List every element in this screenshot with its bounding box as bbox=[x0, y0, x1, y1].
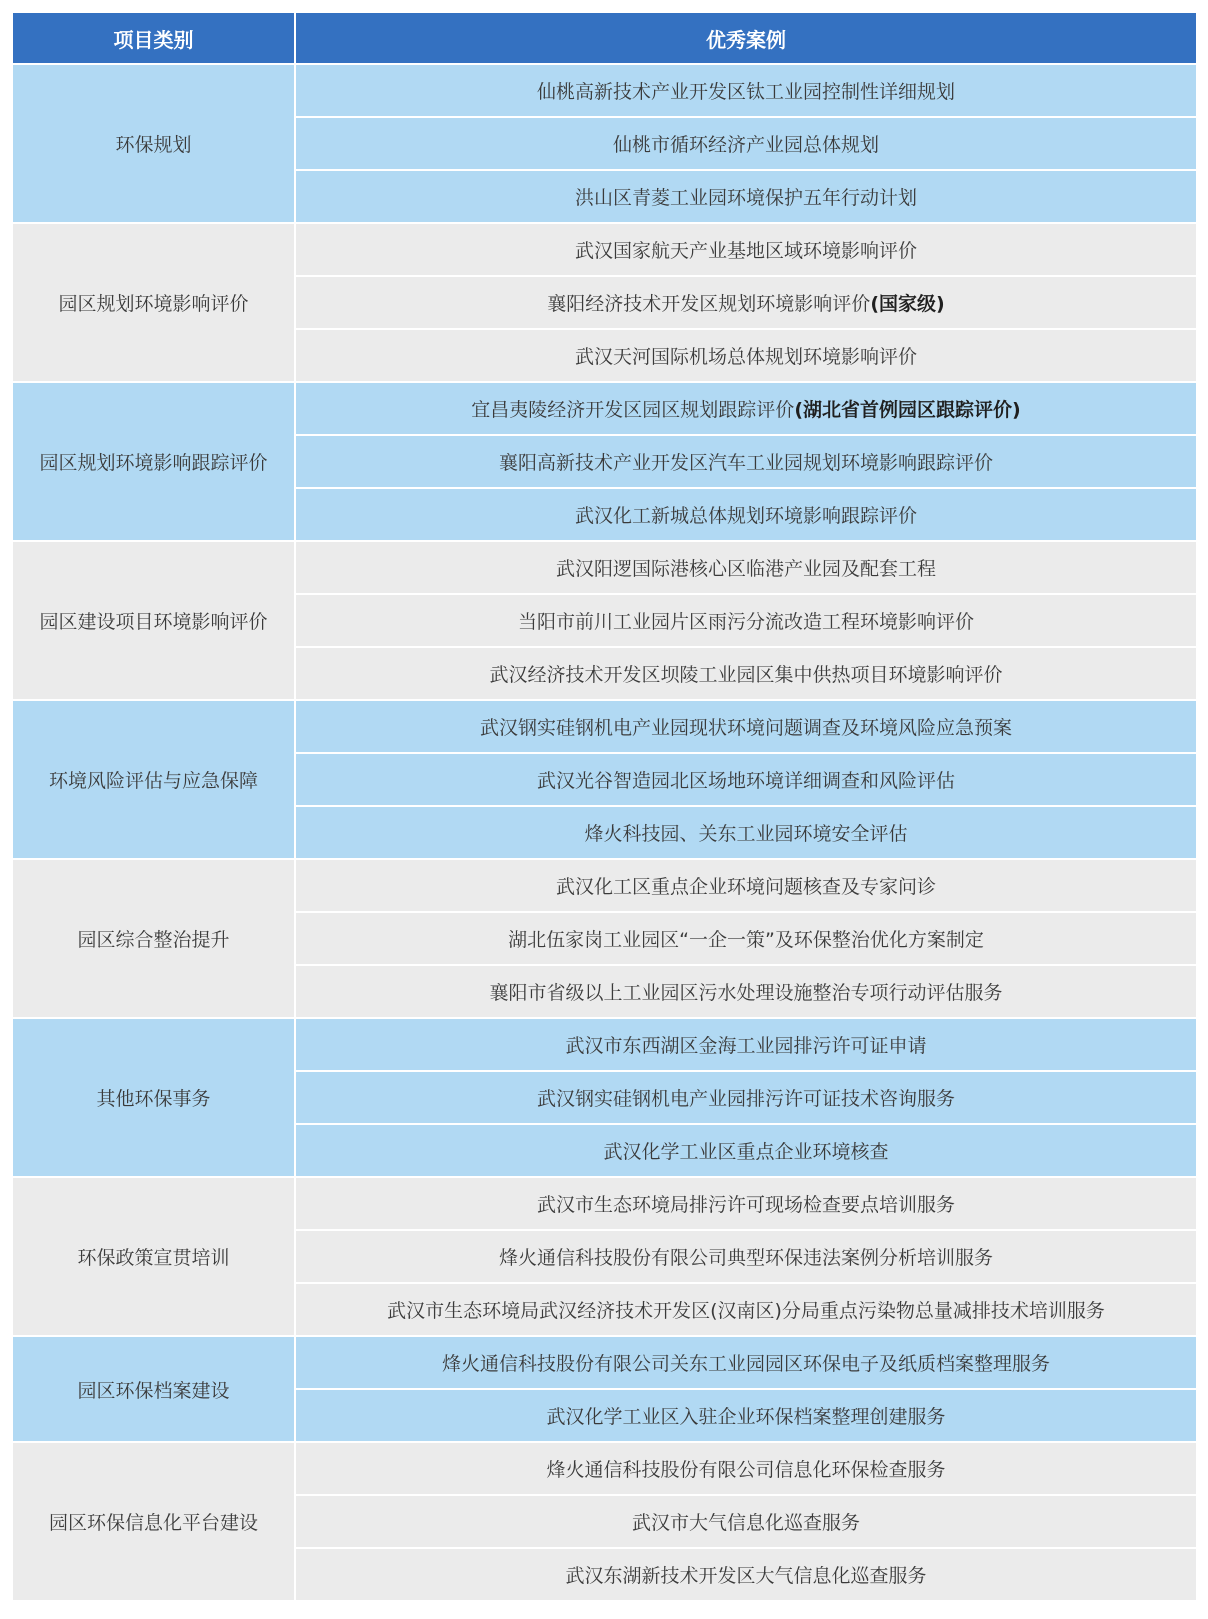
table-row bbox=[13, 1442, 1196, 1495]
case-cell bbox=[295, 1283, 1196, 1336]
header-cases: 优秀案例 bbox=[295, 13, 1196, 64]
case-cell bbox=[295, 1548, 1196, 1600]
case-text: 武汉光谷智造园北区场地环境详细调查和风险评估 bbox=[536, 770, 955, 792]
case-text: 武汉经济技术开发区坝陵工业园区集中供热项目环境影响评价 bbox=[489, 664, 1003, 686]
category-cell: 环保规划 bbox=[13, 64, 295, 223]
case-text: 武汉天河国际机场总体规划环境影响评价 bbox=[574, 346, 917, 368]
case-text: 宜昌夷陵经济开发区园区规划跟踪评价 bbox=[471, 399, 795, 421]
category-cell: 园区环保信息化平台建设 bbox=[13, 1442, 295, 1600]
case-text: 湖北伍家岗工业园区“一企一策”及环保整治优化方案制定 bbox=[508, 929, 984, 951]
case-text: 武汉钢实硅钢机电产业园排污许可证技术咨询服务 bbox=[536, 1088, 955, 1110]
case-cell bbox=[295, 1124, 1196, 1177]
table-row bbox=[13, 1336, 1196, 1389]
case-text: 襄阳高新技术产业开发区汽车工业园规划环境影响跟踪评价 bbox=[498, 452, 993, 474]
category-cell: 园区建设项目环境影响评价 bbox=[13, 541, 295, 700]
case-cell bbox=[295, 965, 1196, 1018]
case-cell bbox=[295, 1389, 1196, 1442]
table-row bbox=[13, 541, 1196, 594]
case-text: 武汉化学工业区重点企业环境核查 bbox=[603, 1141, 889, 1163]
case-text: 武汉阳逻国际港核心区临港产业园及配套工程 bbox=[555, 558, 936, 580]
case-cell bbox=[295, 276, 1196, 329]
category-cell: 环境风险评估与应急保障 bbox=[13, 700, 295, 859]
case-text: 武汉钢实硅钢机电产业园现状环境问题调查及环境风险应急预案 bbox=[479, 717, 1012, 739]
case-cell bbox=[295, 700, 1196, 753]
category-cell: 其他环保事务 bbox=[13, 1018, 295, 1177]
case-cell bbox=[295, 1495, 1196, 1548]
case-text: 烽火通信科技股份有限公司信息化环保检查服务 bbox=[546, 1459, 946, 1481]
case-cell bbox=[295, 329, 1196, 382]
case-text: 襄阳经济技术开发区规划环境影响评价 bbox=[547, 293, 871, 315]
case-text: 仙桃高新技术产业开发区钛工业园控制性详细规划 bbox=[536, 81, 955, 103]
case-cell bbox=[295, 1177, 1196, 1230]
table-row bbox=[13, 382, 1196, 435]
case-text: 当阳市前川工业园片区雨污分流改造工程环境影响评价 bbox=[517, 611, 974, 633]
case-cell bbox=[295, 1230, 1196, 1283]
case-note: (湖北省首例园区跟踪评价) bbox=[794, 399, 1021, 421]
table-row bbox=[13, 700, 1196, 753]
case-cell bbox=[295, 753, 1196, 806]
case-text: 武汉东湖新技术开发区大气信息化巡查服务 bbox=[565, 1565, 927, 1587]
case-text: 烽火科技园、关东工业园环境安全评估 bbox=[584, 823, 908, 845]
case-cell bbox=[295, 170, 1196, 223]
case-text: 武汉市生态环境局武汉经济技术开发区(汉南区)分局重点污染物总量减排技术培训服务 bbox=[387, 1300, 1105, 1322]
case-text: 烽火通信科技股份有限公司关东工业园园区环保电子及纸质档案整理服务 bbox=[441, 1353, 1050, 1375]
table-header-row bbox=[13, 13, 1196, 64]
case-text: 烽火通信科技股份有限公司典型环保违法案例分析培训服务 bbox=[498, 1247, 993, 1269]
case-cell bbox=[295, 1071, 1196, 1124]
table-row bbox=[13, 1177, 1196, 1230]
case-text: 武汉市东西湖区金海工业园排污许可证申请 bbox=[565, 1035, 927, 1057]
category-cell: 园区规划环境影响评价 bbox=[13, 223, 295, 382]
case-cell bbox=[295, 912, 1196, 965]
category-cell: 园区规划环境影响跟踪评价 bbox=[13, 382, 295, 541]
case-text: 襄阳市省级以上工业园区污水处理设施整治专项行动评估服务 bbox=[489, 982, 1003, 1004]
case-text: 武汉市大气信息化巡查服务 bbox=[631, 1512, 860, 1534]
case-note: (国家级) bbox=[870, 293, 945, 315]
table-body bbox=[13, 64, 1196, 1600]
case-cell bbox=[295, 223, 1196, 276]
case-text: 武汉国家航天产业基地区域环境影响评价 bbox=[574, 240, 917, 262]
case-cell bbox=[295, 594, 1196, 647]
case-text: 武汉化工新城总体规划环境影响跟踪评价 bbox=[574, 505, 917, 527]
category-cell: 园区综合整治提升 bbox=[13, 859, 295, 1018]
case-table-container bbox=[13, 13, 1196, 1600]
table-row bbox=[13, 1018, 1196, 1071]
case-cell bbox=[295, 541, 1196, 594]
case-text: 武汉化学工业区入驻企业环保档案整理创建服务 bbox=[546, 1406, 946, 1428]
table-row bbox=[13, 223, 1196, 276]
case-cell bbox=[295, 806, 1196, 859]
case-cell bbox=[295, 435, 1196, 488]
case-cell bbox=[295, 382, 1196, 435]
case-cell bbox=[295, 1336, 1196, 1389]
category-cell: 环保政策宣贯培训 bbox=[13, 1177, 295, 1336]
case-text: 武汉化工区重点企业环境问题核查及专家问诊 bbox=[555, 876, 936, 898]
case-cell bbox=[295, 1442, 1196, 1495]
case-cell bbox=[295, 647, 1196, 700]
case-cell bbox=[295, 488, 1196, 541]
case-cell bbox=[295, 117, 1196, 170]
case-text: 洪山区青菱工业园环境保护五年行动计划 bbox=[574, 187, 917, 209]
case-text: 武汉市生态环境局排污许可现场检查要点培训服务 bbox=[536, 1194, 955, 1216]
case-text: 仙桃市循环经济产业园总体规划 bbox=[612, 134, 879, 156]
header-category: 项目类别 bbox=[13, 13, 295, 64]
category-cell: 园区环保档案建设 bbox=[13, 1336, 295, 1442]
case-table bbox=[13, 13, 1196, 1600]
case-cell bbox=[295, 1018, 1196, 1071]
table-row bbox=[13, 859, 1196, 912]
case-cell bbox=[295, 859, 1196, 912]
table-row bbox=[13, 64, 1196, 117]
case-cell bbox=[295, 64, 1196, 117]
